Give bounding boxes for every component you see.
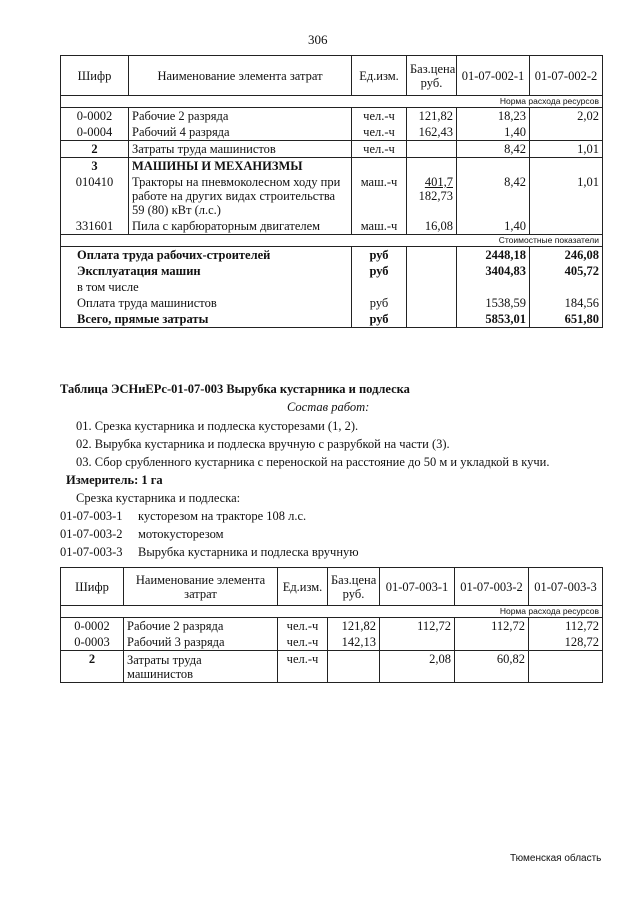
table-row: Оплата труда рабочих-строителей руб 2448,18 246,08 [61, 247, 603, 264]
header-name: Наименование элемента затрат [129, 56, 352, 96]
table-row: 0-0002 Рабочие 2 разряда чел.-ч 121,82 18,23 2,02 [61, 108, 603, 125]
table-row: 2 Затраты труда машинистов чел.-ч 2,08 60,82 [61, 651, 603, 683]
header-col2: 01-07-002-2 [530, 56, 603, 96]
header-col1: 01-07-002-1 [457, 56, 530, 96]
item-text: кусторезом на тракторе 108 л.с. [138, 509, 307, 523]
header-code: Шифр [61, 56, 129, 96]
header-name: Наименование элемента затрат [124, 568, 278, 606]
table-row: 0-0004 Рабочий 4 разряда чел.-ч 162,43 1,40 [61, 124, 603, 141]
table-row: 2 Затраты труда машинистов чел.-ч 8,42 1,01 [61, 141, 603, 158]
header-price: Баз.цена руб. [407, 56, 457, 96]
table-row: 0-0003 Рабочий 3 разряда чел.-ч 142,13 128,72 [61, 634, 603, 651]
header-unit: Ед.изм. [278, 568, 328, 606]
item-text: мотокусторезом [138, 527, 224, 541]
composition-title: Состав работ: [287, 400, 370, 414]
header-col2: 01-07-003-2 [455, 568, 529, 606]
header-code: Шифр [61, 568, 124, 606]
footer-region: Тюменская область [510, 853, 602, 864]
header-price: Баз.цена руб. [328, 568, 380, 606]
table-row: 331601 Пила с карбюраторным двигателем маш.-ч 16,08 1,40 [61, 218, 603, 235]
item-code: 01-07-003-1 [60, 509, 123, 523]
table-row: Оплата труда машинистов руб 1538,59 184,56 [61, 295, 603, 311]
work-item: 02. Вырубка кустарника и подлеска вручную с разрубкой на части (3). [76, 437, 450, 451]
page-number: 306 [308, 32, 328, 47]
header-col3: 01-07-003-3 [529, 568, 603, 606]
header-col1: 01-07-003-1 [380, 568, 455, 606]
cost-label: Стоимостные показатели [61, 235, 603, 247]
item-text: Вырубка кустарника и подлеска вручную [138, 545, 359, 559]
item-code: 01-07-003-3 [60, 545, 123, 559]
table-row: в том числе [61, 279, 603, 295]
table-row: 3 МАШИНЫ И МЕХАНИЗМЫ [61, 158, 603, 175]
measure-label: Измеритель: 1 га [66, 473, 163, 487]
norm-label: Норма расхода ресурсов [61, 606, 603, 618]
table-row: 0-0002 Рабочие 2 разряда чел.-ч 121,82 112,72 112,72 112,72 [61, 618, 603, 635]
item-code: 01-07-003-2 [60, 527, 123, 541]
sub-title: Срезка кустарника и подлеска: [76, 491, 241, 505]
resource-table-2 [60, 567, 603, 683]
section-title: Таблица ЭСНиЕРс-01-07-003 Вырубка кустарника и подлеска [60, 382, 410, 396]
work-item: 01. Срезка кустарника и подлеска кусторезами (1, 2). [76, 419, 359, 433]
resource-table-1 [60, 55, 603, 328]
table-row: 010410 Тракторы на пневмоколесном ходу при работе на других видах строительства 59 (80) кВт (л.с.) маш.-ч 401,7 182,73 8,42 1,01 [61, 174, 603, 218]
table-row: Эксплуатация машин руб 3404,83 405,72 [61, 263, 603, 279]
work-item: 03. Сбор срубленного кустарника с переноской на расстояние до 50 м и укладкой в кучи. [76, 455, 550, 469]
table-row: Всего, прямые затраты руб 5853,01 651,80 [61, 311, 603, 328]
header-unit: Ед.изм. [352, 56, 407, 96]
norm-label: Норма расхода ресурсов [61, 96, 603, 108]
